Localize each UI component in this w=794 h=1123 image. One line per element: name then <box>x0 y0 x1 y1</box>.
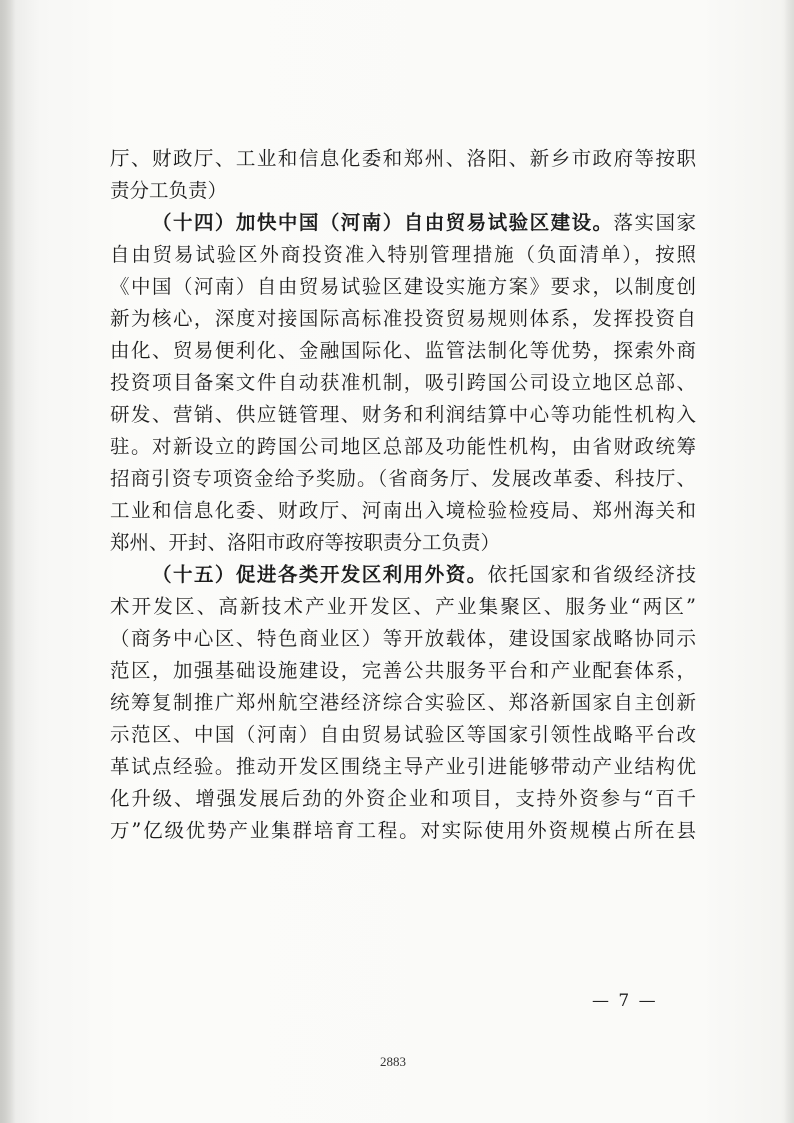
scan-edge-shadow-left <box>0 0 16 1123</box>
text-line: 工业和信息化委、财政厅、河南出入境检验检疫局、郑州海关和 <box>110 499 696 522</box>
text-line: 责分工负责） <box>110 179 228 202</box>
footer-serial-number: 2883 <box>380 1054 406 1069</box>
text-line: 招商引资专项资金给予奖励。（省商务厅、发展改革委、科技厅、 <box>110 467 696 490</box>
section-heading-line <box>110 207 696 239</box>
text-line: 自由贸易试验区外商投资准入特别管理措施（负面清单），按照 <box>110 243 696 266</box>
text-line: 统筹复制推广郑州航空港经济综合实验区、郑洛新国家自主创新 <box>110 691 696 714</box>
text-line: 郑州、开封、洛阳市政府等按职责分工负责） <box>110 531 501 554</box>
text-line: 研发、营销、供应链管理、财务和利润结算中心等功能性机构入 <box>110 403 696 426</box>
text-span: 依托国家和省级经济技 <box>487 563 696 586</box>
document-body <box>110 143 696 847</box>
text-span: 落实国家 <box>613 211 696 234</box>
text-line: 由化、贸易便利化、金融国际化、监管法制化等优势，探索外商 <box>110 339 696 362</box>
page-number: — 7 — <box>592 991 658 1011</box>
text-line: 厅、财政厅、工业和信息化委和郑州、洛阳、新乡市政府等按职 <box>110 147 696 170</box>
text-line: 投资项目备案文件自动获准机制，吸引跨国公司设立地区总部、 <box>110 371 696 394</box>
text-line: 术开发区、高新技术产业开发区、产业集聚区、服务业“两区” <box>110 595 696 618</box>
section-heading-14: （十四）加快中国（河南）自由贸易试验区建设。 <box>152 211 614 234</box>
text-line: 《中国（河南）自由贸易试验区建设实施方案》要求，以制度创 <box>110 275 696 298</box>
scan-edge-shadow-right <box>784 0 794 1123</box>
text-line: 万”亿级优势产业集群培育工程。对实际使用外资规模占所在县 <box>110 819 696 842</box>
text-line: 范区，加强基础设施建设，完善公共服务平台和产业配套体系， <box>110 659 696 682</box>
text-line: 化升级、增强发展后劲的外资企业和项目，支持外资参与“百千 <box>110 787 696 810</box>
text-line: （商务中心区、特色商业区）等开放载体，建设国家战略协同示 <box>110 627 696 650</box>
text-line: 新为核心，深度对接国际高标准投资贸易规则体系，发挥投资自 <box>110 307 696 330</box>
text-line: 革试点经验。推动开发区围绕主导产业引进能够带动产业结构优 <box>110 755 696 778</box>
section-heading-15: （十五）促进各类开发区利用外资。 <box>152 563 488 586</box>
section-heading-line <box>110 559 696 591</box>
text-line: 示范区、中国（河南）自由贸易试验区等国家引领性战略平台改 <box>110 723 696 746</box>
text-line: 驻。对新设立的跨国公司地区总部及功能性机构，由省财政统筹 <box>110 435 696 458</box>
